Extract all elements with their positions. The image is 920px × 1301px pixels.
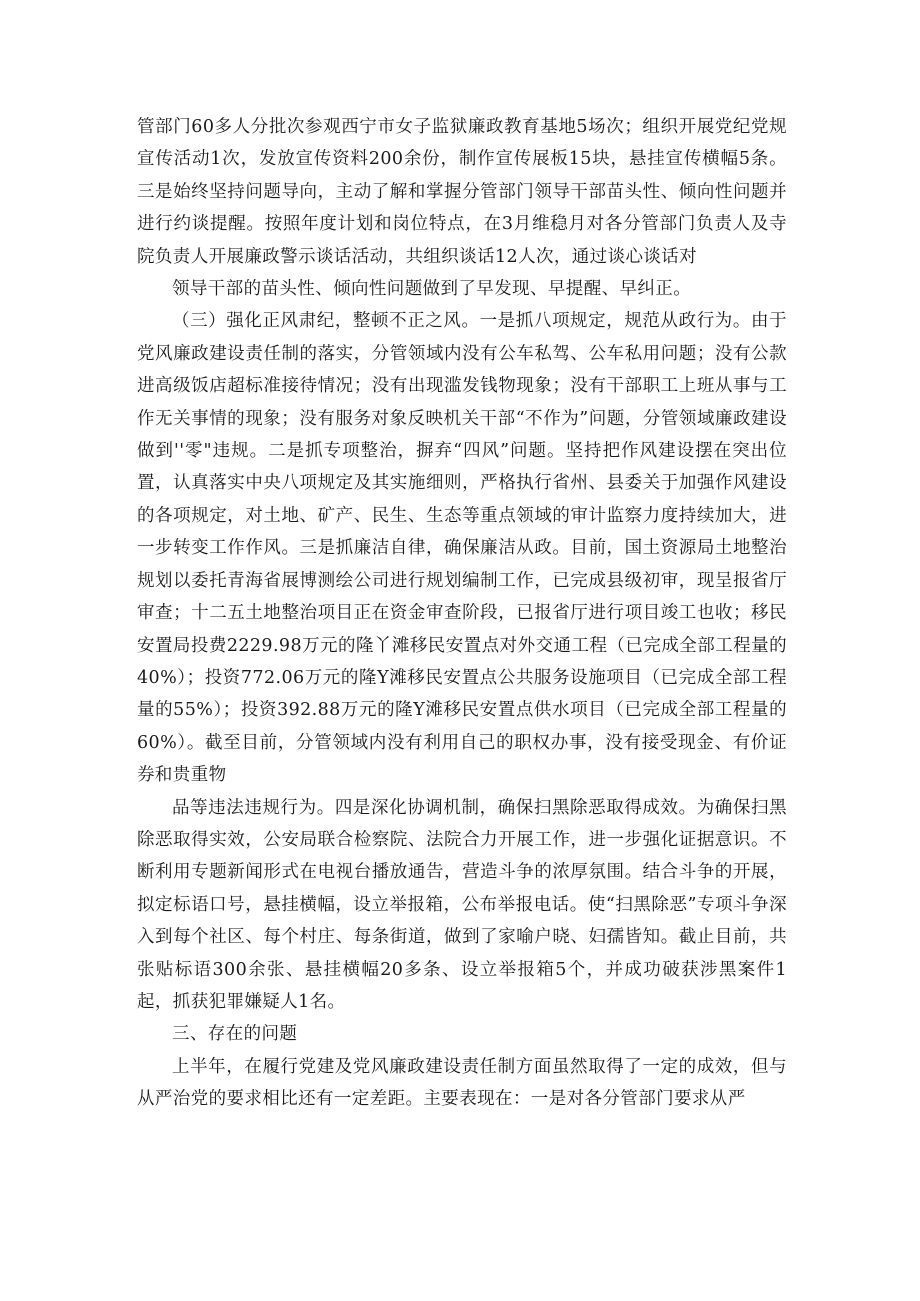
section-heading-problems: 三、存在的问题 [172,1024,298,1045]
paragraph-continued: 管部门60多人分批次参观西宁市女子监狱廉政教育基地5场次；组织开展党纪党规宣传活动1次，发放宣传资料200余份，制作宣传展板15块，悬挂宣传横幅5条。三是始终坚持问题导向，主动了解和掌握分管部门领导干部苗头性、倾向性问题并进行约谈提醒。按照年度计划和岗位特点，在3月维稳月对各分管部门负责人及寺院负责人开展廉政警示谈话活动，共组织谈话12人次，通过谈心谈话对 [137,117,787,267]
paragraph-continued-line: 领导干部的苗头性、倾向性问题做到了早发现、早提醒、早纠正。 [172,279,692,300]
paragraph-section-three: （三）强化正风肃纪，整顿不正之风。一是抓八项规定，规范从政行为。由于党风廉政建设责任制的落实，分管领域内没有公车私驾、公车私用问题；没有公款进高级饭店超标准接待情况；没有出现滥发钱物现象；没有干部职工上班从事与工作无关事情的现象；没有服务对象反映机关干部“不作为”问题，分管领域廉政建设做到''零"违规。二是抓专项整治，摒弃“四风”问题。坚持把作风建设摆在突出位置，认真落实中央八项规定及其实施细则，严格执行省州、县委关于加强作风建设的各项规定，对土地、矿产、民生、生态等重点领域的审计监察力度持续加大，进一步转变工作作风。三是抓廉洁自律，确保廉洁从政。目前，国土资源局土地整治规划以委托青海省展博测绘公司进行规划编制工作，已完成县级初审，现呈报省厅审查；十二五土地整治项目正在资金审查阶段，已报省厅进行项目竣工也收；移民安置局投费2229.98万元的隆丫滩移民安置点对外交通工程（已完成全部工程量的40%）；投资772.06万元的隆Y滩移民安置点公共服务设施项目（已完成全部工程量的55%）；投资392.88万元的隆Y滩移民安置点供水项目（已完成全部工程量的60%）。截至目前，分管领域内没有利用自己的职权办事，没有接受现金、有价证券和贵重物 [137,311,787,786]
document-body [137,111,787,1116]
paragraph-problems: 上半年，在履行党建及党风廉政建设责任制方面虽然取得了一定的成效，但与从严治党的要求相比还有一定差距。主要表现在：一是对各分管部门要求从严 [137,1056,787,1110]
paragraph-anti-crime: 品等违法违规行为。四是深化协调机制，确保扫黑除恶取得成效。为确保扫黑除恶取得实效，公安局联合检察院、法院合力开展工作，进一步强化证据意识。不断利用专题新闻形式在电视台播放通告，营造斗争的浓厚氛围。结合斗争的开展，拟定标语口号，悬挂横幅，设立举报箱，公布举报电话。使“扫黑除恶”专项斗争深入到每个社区、每个村庄、每条街道，做到了家喻户晓、妇孺皆知。截止目前，共张贴标语300余张、悬挂横幅20多条、设立举报箱5个，并成功破获涉黑案件1起，抓获犯罪嫌疑人1名。 [137,797,787,1012]
